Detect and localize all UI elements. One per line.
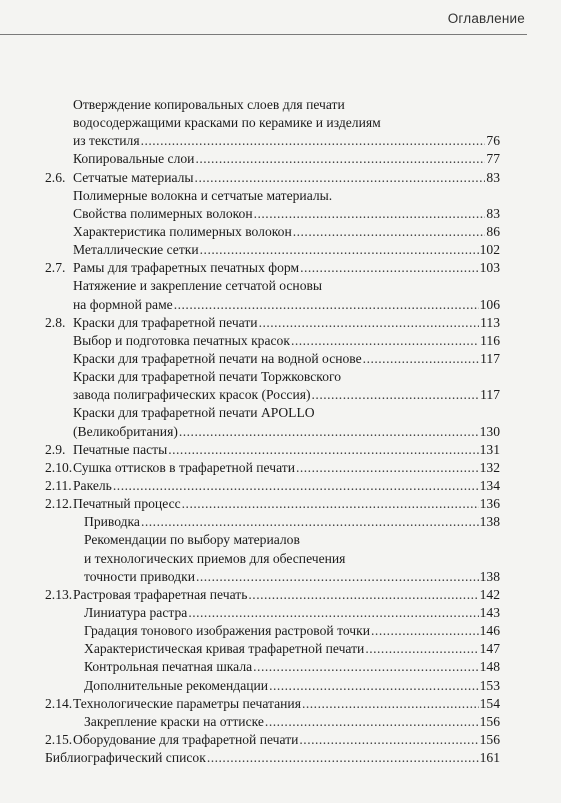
toc-page-number: 156	[479, 713, 500, 729]
toc-entry-title: Печатные пасты	[73, 441, 168, 457]
toc-entry-title: Краски для трафаретной печати на водной основе	[73, 350, 362, 366]
toc-entry-title: Копировальные слои	[73, 151, 195, 167]
toc-page-number: 86	[486, 223, 500, 239]
toc-entry-line	[0, 640, 561, 658]
toc-entry-title: точности приводки	[84, 568, 195, 584]
toc-entry-title: завода полиграфических красок (Россия)	[73, 387, 311, 403]
toc-entry[interactable]	[0, 531, 561, 585]
dot-leader	[293, 223, 486, 241]
toc-entry[interactable]	[0, 96, 561, 150]
toc-section-number: 2.8.	[45, 314, 66, 330]
toc-entry[interactable]	[0, 495, 561, 513]
toc-entry-line	[0, 169, 561, 187]
dot-leader	[113, 477, 479, 495]
dot-leader	[253, 658, 478, 676]
toc-entry[interactable]	[0, 731, 561, 749]
dot-leader	[312, 386, 480, 404]
toc-entry-title: Печатный процесс	[73, 496, 181, 512]
dot-leader	[296, 459, 479, 477]
toc-page-number: 113	[480, 314, 500, 330]
toc-page-number: 142	[479, 586, 500, 602]
toc-entry-line	[0, 368, 561, 386]
toc-leader-row	[73, 350, 500, 368]
toc-page-number: 103	[479, 260, 500, 276]
toc-entry[interactable]	[0, 169, 561, 187]
toc-section-number: 2.7.	[45, 260, 66, 276]
toc-section-number: 2.10.	[45, 459, 73, 475]
toc-entry-line	[0, 622, 561, 640]
toc-entry[interactable]	[0, 404, 561, 440]
toc-leader-row	[73, 259, 500, 277]
toc-leader-row	[73, 241, 500, 259]
toc-entry-title: (Великобритания)	[73, 423, 178, 439]
toc-entry[interactable]	[0, 477, 561, 495]
toc-entry-title: на формной раме	[73, 296, 173, 312]
toc-entry[interactable]	[0, 350, 561, 368]
dot-leader	[179, 423, 479, 441]
toc-entry-title-line: Рекомендации по выбору материалов	[84, 532, 300, 548]
toc-entry[interactable]	[0, 223, 561, 241]
toc-entry-title: Библиографический список	[45, 750, 206, 766]
toc-entry[interactable]	[0, 314, 561, 332]
toc-entry[interactable]	[0, 513, 561, 531]
toc-entry-title: Технологические параметры печатания	[73, 695, 301, 711]
toc-leader-row	[84, 658, 500, 676]
toc-entry-title: Краски для трафаретной печати	[73, 314, 258, 330]
dot-leader	[248, 586, 478, 604]
toc-entry-title: Приводка	[84, 514, 140, 530]
toc-entry[interactable]	[0, 441, 561, 459]
toc-entry[interactable]	[0, 677, 561, 695]
toc-leader-row	[73, 495, 500, 513]
toc-entry-title: Ракель	[73, 477, 112, 493]
toc-entry[interactable]	[0, 459, 561, 477]
toc-entry-line	[0, 749, 561, 767]
dot-leader	[302, 695, 479, 713]
toc-entry-title-line: Отверждение копировальных слоев для печати	[73, 97, 345, 112]
toc-page-number: 143	[479, 604, 500, 620]
toc-entry[interactable]	[0, 622, 561, 640]
dot-leader	[365, 640, 478, 658]
toc-page-number: 83	[486, 169, 500, 185]
toc-entry-title: Сушка оттисков в трафаретной печати	[73, 459, 295, 475]
toc-leader-row	[73, 477, 500, 495]
dot-leader	[299, 731, 478, 749]
toc-leader-row	[73, 586, 500, 604]
toc-entry-title: Градация тонового изображения растровой точки	[84, 623, 371, 639]
toc-leader-row	[73, 169, 500, 187]
toc-page-number: 134	[479, 477, 500, 493]
toc-entry-title-line: и технологических приемов для обеспечения	[84, 550, 346, 566]
toc-entry-line	[0, 459, 561, 477]
dot-leader	[196, 568, 479, 586]
toc-entry-line	[0, 277, 561, 295]
toc-entry-title: Контрольная печатная шкала	[84, 659, 253, 675]
toc-page-number: 146	[479, 623, 500, 639]
toc-entry-line	[0, 404, 561, 422]
dot-leader	[200, 241, 479, 259]
dot-leader	[141, 132, 486, 150]
toc-entry-line	[0, 314, 561, 332]
toc-leader-row	[73, 132, 500, 150]
toc-entry-line	[0, 241, 561, 259]
toc-entry-line	[0, 586, 561, 604]
toc-section-number: 2.6.	[45, 169, 66, 185]
toc-entry[interactable]	[0, 695, 561, 713]
toc-page-number: 102	[479, 242, 500, 258]
toc-entry-line	[0, 731, 561, 749]
toc-entry-line	[0, 695, 561, 713]
dot-leader	[269, 677, 479, 695]
dot-leader	[291, 332, 479, 350]
toc-entry-title-line: Краски для трафаретной печати Торжковского	[73, 369, 342, 385]
toc-leader-row	[73, 386, 500, 404]
toc-entry[interactable]	[0, 187, 561, 223]
dot-leader	[174, 296, 479, 314]
toc-entry[interactable]	[0, 277, 561, 313]
toc-entry[interactable]	[0, 241, 561, 259]
toc-entry-line	[0, 205, 561, 223]
toc-entry-line	[0, 531, 561, 549]
dot-leader	[168, 441, 478, 459]
toc-page-number: 136	[479, 496, 500, 512]
toc-entry-title: Свойства полимерных волокон	[73, 205, 253, 221]
toc-entry-line	[0, 713, 561, 731]
header-divider	[0, 34, 527, 35]
toc-entry-title: Растровая трафаретная печать	[73, 586, 248, 602]
toc-entry-title: Выбор и подготовка печатных красок	[73, 332, 290, 348]
dot-leader	[363, 350, 479, 368]
toc-entry-line	[0, 677, 561, 695]
toc-entry[interactable]	[0, 658, 561, 676]
toc-leader-row	[84, 604, 500, 622]
toc-page-number: 147	[479, 641, 500, 657]
toc-entry-line	[0, 477, 561, 495]
toc-entry-line	[0, 550, 561, 568]
toc-entry-title: Оборудование для трафаретной печати	[73, 731, 299, 747]
toc-entry-title-line: Натяжение и закрепление сетчатой основы	[73, 278, 323, 294]
toc-entry-title-line: Краски для трафаретной печати APOLLO	[73, 405, 315, 421]
toc-page-number: 131	[479, 441, 500, 457]
toc-leader-row	[73, 314, 500, 332]
toc-page-number: 130	[479, 423, 500, 439]
dot-leader	[182, 495, 479, 513]
toc-entry-line	[0, 513, 561, 531]
toc-leader-row	[73, 150, 500, 168]
toc-entry[interactable]	[0, 640, 561, 658]
toc-page-number: 106	[479, 296, 500, 312]
toc-entry-title: Характеристическая кривая трафаретной печати	[84, 641, 365, 657]
dot-leader	[195, 169, 486, 187]
toc-leader-row	[73, 423, 500, 441]
toc-entry-title: Закрепление краски на оттиске	[84, 713, 264, 729]
toc-entry-line	[0, 150, 561, 168]
table-of-contents	[0, 96, 561, 767]
toc-entry-title: Металлические сетки	[73, 242, 199, 258]
dot-leader	[300, 259, 479, 277]
toc-entry[interactable]	[0, 749, 561, 767]
toc-leader-row	[73, 296, 500, 314]
toc-entry-line	[0, 96, 561, 114]
toc-section-number: 2.11.	[45, 477, 72, 493]
dot-leader	[141, 513, 479, 531]
toc-leader-row	[73, 695, 500, 713]
dot-leader	[265, 713, 479, 731]
toc-page-number: 138	[479, 568, 500, 584]
toc-page-number: 117	[480, 350, 500, 366]
dot-leader	[207, 749, 479, 767]
toc-leader-row	[73, 223, 500, 241]
toc-leader-row	[84, 513, 500, 531]
toc-entry-line	[0, 350, 561, 368]
toc-entry-line	[0, 296, 561, 314]
toc-leader-row	[73, 332, 500, 350]
dot-leader	[195, 150, 485, 168]
toc-page-number: 132	[479, 459, 500, 475]
toc-leader-row	[84, 640, 500, 658]
toc-page-number: 153	[479, 677, 500, 693]
toc-entry[interactable]	[0, 368, 561, 404]
toc-entry-line	[0, 114, 561, 132]
toc-entry-title: Характеристика полимерных волокон	[73, 223, 292, 239]
toc-leader-row	[73, 459, 500, 477]
toc-entry[interactable]	[0, 713, 561, 731]
dot-leader	[259, 314, 480, 332]
page-title: Оглавление	[447, 11, 525, 26]
toc-leader-row	[84, 713, 500, 731]
toc-entry-line	[0, 259, 561, 277]
toc-section-number: 2.9.	[45, 441, 66, 457]
toc-entry-title-line: водосодержащими красками по керамике и изделиям	[73, 115, 381, 131]
toc-entry-line	[0, 386, 561, 404]
toc-page-number: 148	[479, 659, 500, 675]
toc-entry-line	[0, 441, 561, 459]
toc-entry-title-line: Полимерные волокна и сетчатые материалы.	[73, 187, 333, 203]
toc-entry-line	[0, 423, 561, 441]
toc-entry-line	[0, 132, 561, 150]
toc-entry-line	[0, 223, 561, 241]
toc-page-number: 156	[479, 731, 500, 747]
toc-page-number: 83	[486, 205, 500, 221]
toc-entry[interactable]	[0, 259, 561, 277]
toc-entry[interactable]	[0, 604, 561, 622]
toc-entry-line	[0, 568, 561, 586]
toc-entry-title: из текстиля	[73, 133, 140, 149]
toc-entry[interactable]	[0, 332, 561, 350]
toc-entry-title: Линиатура растра	[84, 604, 188, 620]
toc-entry-line	[0, 332, 561, 350]
toc-leader-row	[84, 677, 500, 695]
toc-leader-row	[73, 731, 500, 749]
toc-page-number: 76	[486, 133, 500, 149]
toc-entry[interactable]	[0, 150, 561, 168]
toc-entry-line	[0, 495, 561, 513]
dot-leader	[254, 205, 486, 223]
toc-section-number: 2.14.	[45, 695, 73, 711]
toc-section-number: 2.12.	[45, 496, 73, 512]
toc-page-number: 154	[479, 695, 500, 711]
toc-leader-row	[45, 749, 500, 767]
dot-leader	[188, 604, 478, 622]
toc-section-number: 2.13.	[45, 586, 73, 602]
toc-entry-title: Дополнительные рекомендации	[84, 677, 269, 693]
dot-leader	[371, 622, 479, 640]
toc-page-number: 161	[479, 750, 500, 766]
toc-entry[interactable]	[0, 586, 561, 604]
toc-entry-line	[0, 187, 561, 205]
toc-leader-row	[73, 205, 500, 223]
toc-entry-title: Сетчатые материалы	[73, 169, 194, 185]
toc-entry-line	[0, 604, 561, 622]
toc-entry-line	[0, 658, 561, 676]
toc-page-number: 77	[486, 151, 500, 167]
toc-section-number: 2.15.	[45, 731, 73, 747]
toc-page-number: 138	[479, 514, 500, 530]
toc-leader-row	[84, 622, 500, 640]
toc-entry-title: Рамы для трафаретных печатных форм	[73, 260, 300, 276]
toc-leader-row	[73, 441, 500, 459]
toc-page-number: 116	[480, 332, 500, 348]
toc-leader-row	[84, 568, 500, 586]
toc-page-number: 117	[480, 387, 500, 403]
